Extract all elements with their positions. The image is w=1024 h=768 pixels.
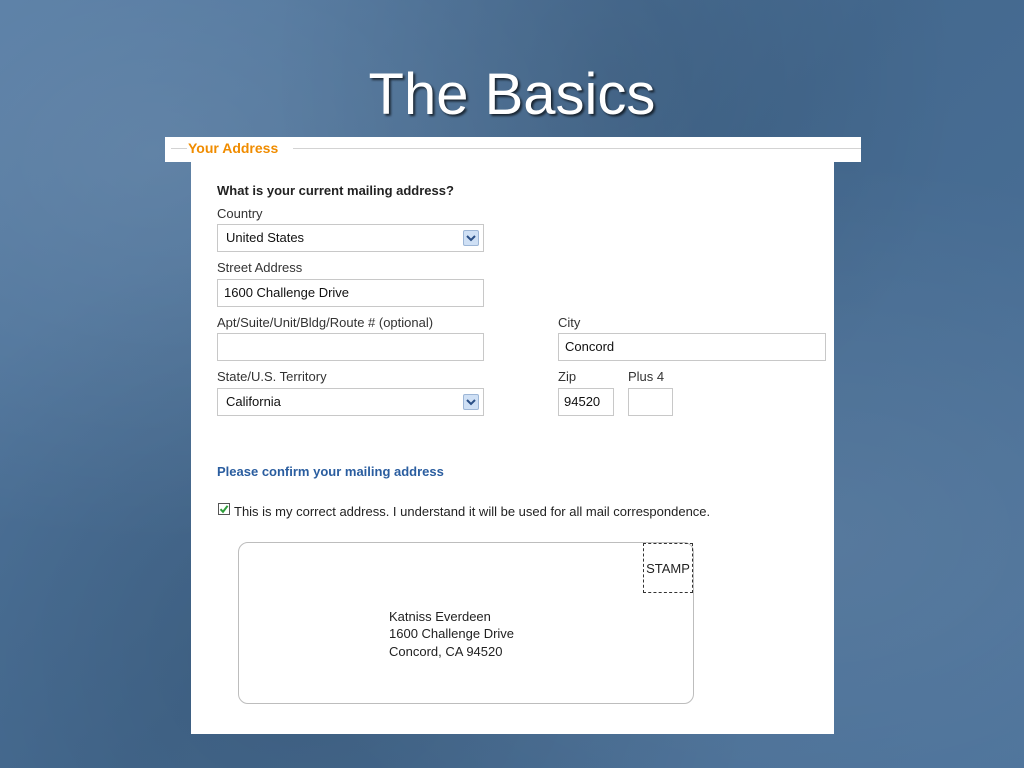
envelope-city-line: Concord, CA 94520 bbox=[389, 644, 503, 659]
country-value: United States bbox=[226, 230, 305, 245]
zip-input[interactable]: 94520 bbox=[558, 388, 614, 416]
legend-divider-right bbox=[293, 148, 861, 149]
plus4-input[interactable] bbox=[628, 388, 673, 416]
state-value: California bbox=[226, 394, 281, 409]
apt-input[interactable] bbox=[217, 333, 484, 361]
country-label: Country bbox=[217, 206, 263, 221]
confirm-checkbox-label: This is my correct address. I understand it will be used for all mail correspondence. bbox=[234, 504, 711, 519]
street-label: Street Address bbox=[217, 260, 303, 275]
city-input[interactable]: Concord bbox=[558, 333, 826, 361]
country-select[interactable] bbox=[217, 224, 484, 252]
confirm-checkbox[interactable] bbox=[218, 503, 230, 515]
plus4-label: Plus 4 bbox=[628, 369, 665, 384]
envelope-preview bbox=[238, 542, 694, 704]
state-label: State/U.S. Territory bbox=[217, 369, 327, 384]
fieldset-legend-bar bbox=[165, 137, 861, 162]
stamp-box: STAMP bbox=[643, 543, 693, 593]
apt-label: Apt/Suite/Unit/Bldg/Route # (optional) bbox=[217, 315, 434, 330]
legend-divider-left bbox=[171, 148, 187, 149]
chevron-down-icon[interactable] bbox=[463, 394, 479, 410]
street-input[interactable]: 1600 Challenge Drive bbox=[217, 279, 484, 307]
address-question: What is your current mailing address? bbox=[217, 183, 454, 198]
envelope-street: 1600 Challenge Drive bbox=[389, 626, 515, 641]
state-select[interactable] bbox=[217, 388, 484, 416]
checkmark-icon bbox=[219, 504, 229, 514]
city-label: City bbox=[558, 315, 581, 330]
slide-title: The Basics bbox=[368, 62, 656, 127]
chevron-down-icon[interactable] bbox=[463, 230, 479, 246]
section-legend: Your Address bbox=[188, 140, 279, 156]
zip-label: Zip bbox=[558, 369, 577, 384]
envelope-name: Katniss Everdeen bbox=[389, 609, 491, 624]
confirm-heading: Please confirm your mailing address bbox=[217, 464, 444, 479]
